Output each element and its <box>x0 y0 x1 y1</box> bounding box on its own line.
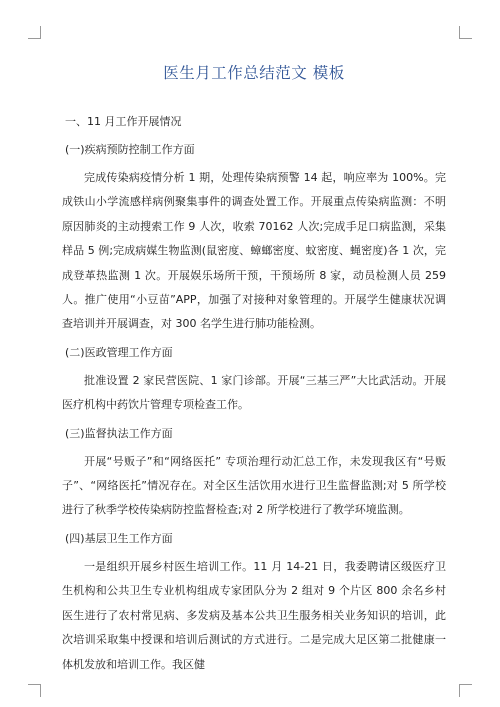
paragraph-supervision: 开展“号贩子”和“网络医托” 专项治理行动汇总工作，未发现我区有“号贩子”、“网络医托”情况存在。对全区生活饮用水进行卫生监督监测;对 5 所学校进行了秋季学校传染病防控监督检查;对 2 所学校进行了教学环境监测。 <box>62 454 446 517</box>
subsection-heading-primary-care: (四)基层卫生工作方面 <box>65 531 173 545</box>
section-heading-1: 一、11 月工作开展情况 <box>65 115 182 128</box>
document-title: 医生月工作总结范文 模板 <box>163 64 345 82</box>
crop-mark-top-right <box>459 26 472 39</box>
crop-mark-bottom-left <box>28 684 41 697</box>
paragraph-primary-care: 一是组织开展乡村医生培训工作。11 月 14-21 日，我委聘请区级医疗卫生机构和公共卫生专业机构组成专家团队分为 2 组对 9 个片区 800 余名乡村医生进行了农村常见病、多发病及基本公共卫生服务相关业务知识的培训，此次培训采取集中授课和培训后测试的方式进行。二是完成大足区第二批健康一体机发放和培训工作。我区健 <box>62 559 446 671</box>
subsection-heading-medical-admin: (二)医政管理工作方面 <box>65 345 173 359</box>
subsection-heading-disease-control: (一)疾病预防控制工作方面 <box>65 143 195 156</box>
paragraph-medical-admin: 批准设置 2 家民营医院、1 家门诊部。开展“三基三严”大比武活动。开展医疗机构中药饮片管理专项检查工作。 <box>62 373 446 412</box>
paragraph-disease-control: 完成传染病疫情分析 1 期，处理传染病预警 14 起，响应率为 100%。完成铁山小学流感样病例聚集事件的调查处置工作。开展重点传染病监测：不明原因肺炎的主动搜索工作 9 人次，收索 70162 人次;完成手足口病监测，采集样品 5 例;完成病媒生物监测(鼠密度、蟑螂密度、蚊密度、蝇密度)各 1 次，完成登革热监测 1 次。开展娱乐场所干预，干预场所 8 家，动员检测人员 259 人。推广使用“小豆苗”APP，加强了对接种对象管理的。开展学生健康状况调查培训并开展调查，对 300 名学生进行肺功能检测。 <box>62 171 446 331</box>
crop-mark-top-left <box>28 26 41 39</box>
crop-mark-bottom-right <box>459 684 472 697</box>
subsection-heading-supervision: (三)监督执法工作方面 <box>65 426 173 440</box>
document-page <box>62 58 446 681</box>
